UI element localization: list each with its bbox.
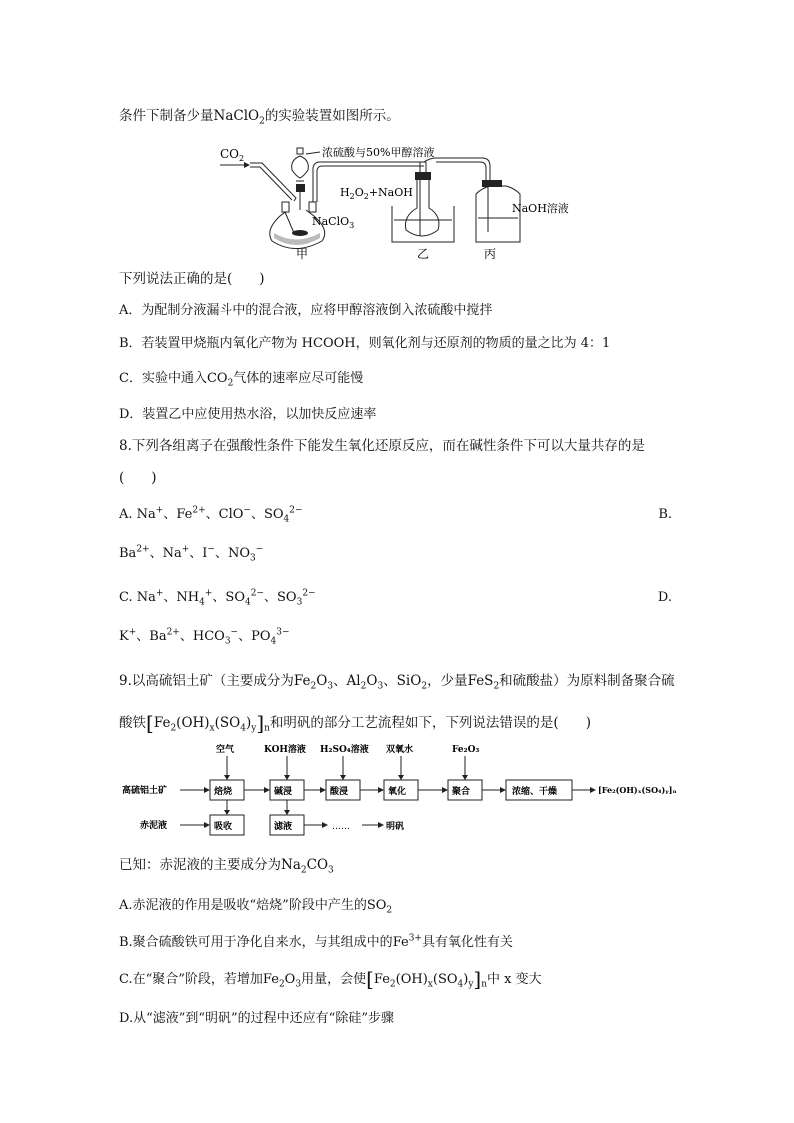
step-absorb-label: 吸收 <box>214 822 233 832</box>
q9-stem2-post: 和明矾的部分工艺流程如下，下列说法错误的是( ) <box>269 715 591 731</box>
label-yi: 乙 <box>417 247 430 261</box>
flow-roast-down-head <box>224 810 230 815</box>
flow-filtrate-head <box>322 822 328 828</box>
q7-c-post: 气体的速率应尽可能慢 <box>233 371 364 386</box>
q9-option-c: C.在“聚合”阶段，若增加$Fe_2O_3$用量，会使$[Fe_2(OH)_x(SO_4)_y]_n$中 x 变大 <box>119 967 542 991</box>
intro-chem-sub: 2 <box>259 116 265 127</box>
beaker-yi <box>392 206 454 242</box>
flow-arrowhead-3 <box>378 787 384 793</box>
tube-to-bing-a <box>424 158 490 180</box>
flow-arrowhead-6 <box>590 787 596 793</box>
flow-leach-down-head <box>284 810 290 815</box>
q9-known-pre: 已知：赤泥液的主要成分为 <box>119 857 281 873</box>
step-roast-label: 焙烧 <box>214 787 233 797</box>
q8-option-d: K+、$Ba^{2+}$、$HCO_3^-$、$PO_4^{3-}$ <box>119 627 290 647</box>
q8-stem-line2: ( ) <box>119 470 157 486</box>
reagent-h2o2: 双氧水 <box>386 745 414 755</box>
tube-to-bing-b <box>436 162 486 180</box>
step-alkali-leach-label: 碱浸 <box>274 787 293 797</box>
naoh-label: NaOH溶液 <box>512 202 569 215</box>
q8-option-a: A. Na+、$Fe^{2+}$、ClO−、$SO_4^{2-}$ <box>119 505 303 525</box>
inlet-pipe <box>285 212 294 233</box>
funnel-stopper <box>296 184 305 192</box>
flask-yi-stopper <box>415 172 431 180</box>
q9-stem1-mid: ，少量 <box>427 673 468 689</box>
step-polymerize-label: 聚合 <box>452 787 471 797</box>
flow-arrowhead-2 <box>320 787 326 793</box>
flow-red-mud-head <box>204 822 210 828</box>
q7-option-c <box>119 370 363 388</box>
flow-h2o2-head <box>398 775 404 780</box>
funnel-bulb <box>292 156 309 178</box>
q9-option-a: A.赤泥液的作用是吸收“焙烧”阶段中产生的$SO_2$ <box>119 898 393 916</box>
apparatus-diagram <box>210 138 600 266</box>
q7-c-chem: CO <box>206 371 228 386</box>
q9-c-pre: C.在“聚合”阶段，若增加 <box>119 972 263 987</box>
intro-text-pre: 条件下制备少量 <box>119 108 214 124</box>
q9-a-pre: A.赤泥液的作用是吸收“焙烧”阶段中产生的 <box>119 898 367 913</box>
flow-dots-head <box>378 822 384 828</box>
flow-koh-head <box>284 775 290 780</box>
q9-stem1-pre: 9.以高硫铝土矿（主要成分为 <box>119 673 294 689</box>
intro-chem: NaClO <box>213 108 260 124</box>
q9-c-mid: 用量，会使 <box>301 972 367 987</box>
co2-arrowhead <box>244 162 250 168</box>
process-flow-diagram <box>122 742 682 842</box>
flow-input: 高硫铝土矿 <box>122 786 168 796</box>
step-concentrate-dry-label: 浓缩、干燥 <box>512 787 558 797</box>
q7-option-b: B．若装置甲烧瓶内氧化产物为 HCOOH，则氧化剂与还原剂的物质的量之比为 4：1 <box>119 336 611 351</box>
q9-stem-line1: 9.以高硫铝土矿（主要成分为$Fe_2O_3$、$Al_2O_3$、SiO$_2$，少量FeS$_2$和硫酸盐）为原料制备聚合硫 <box>119 673 675 692</box>
q9-stem2-pre: 酸铁 <box>119 715 146 731</box>
q8-option-b-letter: B. <box>658 507 672 522</box>
q9-option-d: D.从“滤液”到“明矾”的过程中还应有“除硅”步骤 <box>119 1011 394 1026</box>
step-acid-leach-label: 酸浸 <box>330 787 349 797</box>
flow-fe2o3-head <box>462 775 468 780</box>
co2-label: $CO_2$ <box>220 147 245 163</box>
q9-b-post: 具有氧化性有关 <box>421 935 513 950</box>
q8-option-c: C. Na+、$NH_4^+$、$SO_4^{2-}$、$SO_3^{2-}$ <box>119 588 316 608</box>
flow-h2so4-head <box>340 775 346 780</box>
co2-tube-outer <box>250 163 296 201</box>
q9-c-post: 中 x 变大 <box>487 972 542 987</box>
flow-product: [Fe₂(OH)ₓ(SO₄)ᵧ]ₙ <box>598 785 677 795</box>
naclo3-solid <box>292 230 308 236</box>
q8-option-b: $Ba^{2+}$、Na+、I−、$NO_3^-$ <box>119 544 264 564</box>
flow-arrowhead-5 <box>500 787 506 793</box>
label-bing: 丙 <box>484 247 497 261</box>
reagent-koh: KOH溶液 <box>264 745 306 755</box>
flow-red-mud: 赤泥液 <box>140 821 168 831</box>
neck-left <box>282 202 289 212</box>
q7-c-sub: 2 <box>227 378 234 389</box>
flow-arrowhead-0 <box>204 787 210 793</box>
q9-option-b: B.聚合硫酸铁可用于净化自来水，与其组成中的$Fe^{3+}$具有氧化性有关 <box>119 933 513 950</box>
reagent-fe2o3: Fe₂O₃ <box>452 745 480 755</box>
funnel-label: 浓硫酸与50%甲醇溶液 <box>322 146 435 159</box>
q8-option-d-letter: D. <box>657 590 672 605</box>
label-jia: 甲 <box>296 247 309 261</box>
flow-arrowhead-4 <box>442 787 448 793</box>
flow-arrowhead-1 <box>264 787 270 793</box>
intro-line <box>119 107 400 125</box>
bottle-bing-stopper <box>482 180 502 187</box>
naclo3-label: NaClO$_3$ <box>312 215 355 230</box>
flow-alum: 明矾 <box>386 822 405 832</box>
reagent-h2so4: H₂SO₄溶液 <box>320 745 369 755</box>
q8-stem-line1: 8.下列各组离子在强酸性条件下能发生氧化还原反应，而在碱性条件下可以大量共存的是 <box>119 438 645 454</box>
q7-option-d: D．装置乙中应使用热水浴，以加快反应速率 <box>119 407 377 422</box>
q9-known: 已知：赤泥液的主要成分为$Na_2CO_3$ <box>119 857 334 876</box>
q7-option-a: A．为配制分液漏斗中的混合液，应将甲醇溶液倒入浓硫酸中搅拌 <box>119 303 493 318</box>
funnel-pointer <box>306 152 320 154</box>
q7-stem: 下列说法正确的是( ) <box>119 271 265 287</box>
step-oxidize-label: 氧化 <box>388 787 407 797</box>
intro-text-post: 的实验装置如图所示。 <box>264 108 400 124</box>
step-filtrate-label: 滤液 <box>274 822 293 832</box>
q9-stem1-post: 和硫酸盐）为原料制备聚合硫 <box>499 673 675 689</box>
flow-dots: …… <box>332 822 350 832</box>
q7-c-pre: C．实验中通入 <box>119 371 207 386</box>
q9-stem-line2: 酸铁$[Fe_2(OH)_x(SO_4)_y]_n$和明矾的部分工艺流程如下，下列说法错误的是( ) <box>119 711 591 735</box>
neck-right <box>309 202 316 212</box>
reagent-air: 空气 <box>216 745 235 755</box>
h2o2-label: $H_2O_2+NaOH$ <box>340 186 413 201</box>
q9-b-pre: B.聚合硫酸铁可用于净化自来水，与其组成中的 <box>119 935 393 950</box>
funnel-top <box>297 148 303 154</box>
flow-air-head <box>224 775 230 780</box>
